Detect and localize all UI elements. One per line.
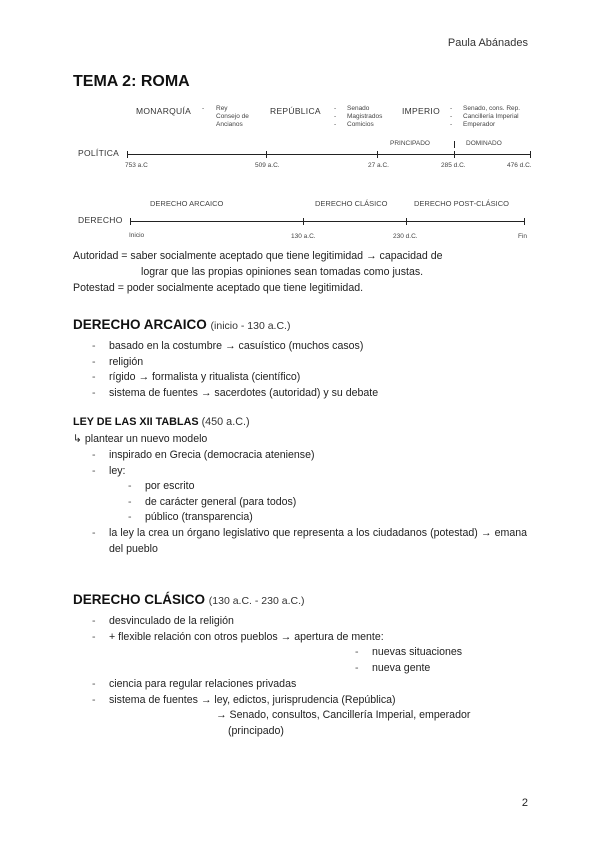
list-clasico-cont <box>109 677 396 708</box>
list-xii-tablas-cont <box>109 526 527 557</box>
section-heading-clasico: DERECHO CLÁSICO (130 a.C. - 230 a.C.) <box>73 592 305 607</box>
section-heading-arcaico: DERECHO ARCAICO (inicio - 130 a.C.) <box>73 317 291 332</box>
list-item: - desvinculado de la religión <box>109 614 384 630</box>
dash-marker: - - - <box>450 105 453 128</box>
list-xii-tablas <box>109 448 315 479</box>
tick-label: Fin <box>518 233 528 240</box>
section-heading-xii-tablas: LEY DE LAS XII TABLAS (450 a.C.) <box>73 416 250 428</box>
definition-autoridad: Autoridad = saber socialmente aceptado que tiene legitimidad → capacidad de <box>73 250 443 262</box>
list-item: - la ley la crea un órgano legislativo que representa a los ciudadanos (potestad) → emana del pueblo <box>109 526 527 557</box>
list-arcaico <box>109 339 378 401</box>
author-name: Paula Abánades <box>447 37 528 49</box>
dash-marker: - - - <box>334 105 337 128</box>
list-item: - de carácter general (para todos) <box>145 495 296 511</box>
period-derecho-clasico: DERECHO CLÁSICO <box>315 199 388 208</box>
timeline-label-derecho: DERECHO <box>78 215 123 225</box>
tick-label: 753 a.C <box>125 162 148 169</box>
dash-marker: - <box>202 105 205 112</box>
timeline-tick <box>377 151 378 158</box>
period-republica: REPÚBLICA <box>270 106 321 116</box>
timeline-tick <box>127 151 128 158</box>
tick-label: 285 d.C. <box>441 162 466 169</box>
list-item: - rígido → formalista y ritualista (científico) <box>109 370 378 386</box>
list-xii-tablas-ley <box>145 479 296 526</box>
list-item: - ley: <box>109 464 315 480</box>
list-item: - sistema de fuentes → sacerdotes (autoridad) y su debate <box>109 386 378 402</box>
list-item: - sistema de fuentes → ley, edictos, jurisprudencia (República) <box>109 693 396 709</box>
xii-tablas-intro: ↳ plantear un nuevo modelo <box>73 433 208 445</box>
tick-label: 230 d.C. <box>393 233 418 240</box>
subperiod-divider <box>454 141 455 148</box>
tick-label: 509 a.C. <box>255 162 280 169</box>
timeline-axis <box>130 221 525 222</box>
list-item: - basado en la costumbre → casuístico (muchos casos) <box>109 339 378 355</box>
list-item: - inspirado en Grecia (democracia ateniense) <box>109 448 315 464</box>
period-derecho-arcaico: DERECHO ARCAICO <box>150 199 224 208</box>
period-imperio: IMPERIO <box>402 106 440 116</box>
list-item: - público (transparencia) <box>145 510 296 526</box>
clasico-fuentes-cont-2: (principado) <box>228 725 284 737</box>
list-clasico-sub <box>372 645 462 676</box>
definition-potestad: Potestad = poder socialmente aceptado que tiene legitimidad. <box>73 282 364 294</box>
timeline-tick <box>524 218 525 225</box>
tick-label: 27 a.C. <box>368 162 389 169</box>
timeline-axis <box>127 154 531 155</box>
timeline-tick <box>130 218 131 225</box>
timeline-tick <box>406 218 407 225</box>
timeline-label-politica: POLÍTICA <box>78 148 120 158</box>
timeline-tick <box>454 151 455 158</box>
page-number: 2 <box>521 797 528 809</box>
period-derecho-post-clasico: DERECHO POST-CLÁSICO <box>414 199 510 208</box>
clasico-fuentes-cont: → Senado, consultos, Cancillería Imperial, emperador <box>216 709 471 721</box>
subperiod-dominado: DOMINADO <box>466 140 502 147</box>
period-notes-imperio: Senado, cons. Rep. Cancillería Imperial Emperador <box>463 105 521 128</box>
page-title: TEMA 2: ROMA <box>73 73 190 90</box>
definition-autoridad-cont: lograr que las propias opiniones sean tomadas como justas. <box>141 266 424 278</box>
timeline-tick <box>530 151 531 158</box>
list-item: - nuevas situaciones <box>372 645 462 661</box>
period-notes-monarquia: Rey Consejo de Ancianos <box>216 105 249 128</box>
tick-label: Inicio <box>129 232 145 239</box>
list-item: - + flexible relación con otros pueblos → apertura de mente: <box>109 630 384 646</box>
list-item: - religión <box>109 355 378 371</box>
period-monarquia: MONARQUÍA <box>136 106 192 116</box>
list-item: - ciencia para regular relaciones privadas <box>109 677 396 693</box>
list-item: - por escrito <box>145 479 296 495</box>
tick-label: 130 a.C. <box>291 233 316 240</box>
list-clasico <box>109 614 384 645</box>
subperiod-principado: PRINCIPADO <box>390 140 430 147</box>
timeline-tick <box>303 218 304 225</box>
tick-label: 476 d.C. <box>507 162 532 169</box>
list-item: - nueva gente <box>372 661 462 677</box>
timeline-tick <box>266 151 267 158</box>
period-notes-republica: Senado Magistrados Comicios <box>347 105 383 128</box>
